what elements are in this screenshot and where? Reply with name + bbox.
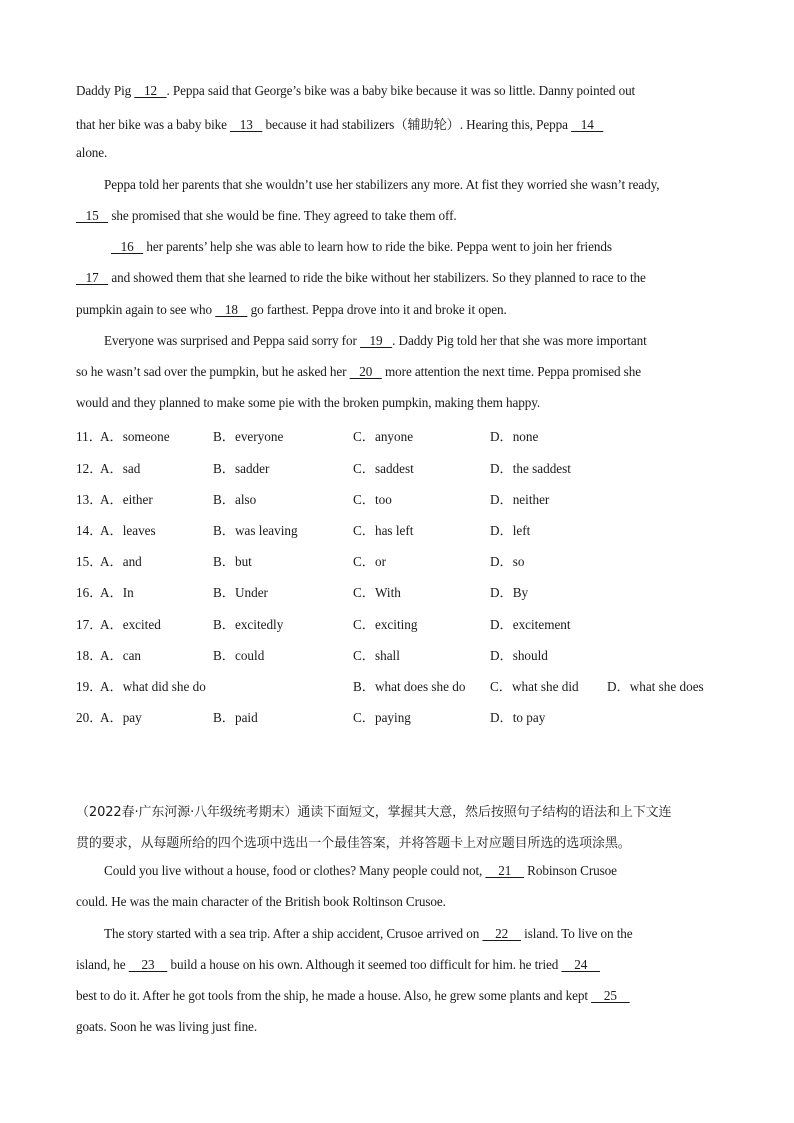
passage-line [76,270,718,286]
passage-line [104,863,718,879]
passage-line [76,957,718,973]
text-span: island. To live on the [520,926,633,941]
passage-line [76,83,718,99]
text-span: D．excitement [490,617,571,632]
passage-line [76,395,718,411]
passage-line [76,364,718,380]
text-span: D．the saddest [490,461,571,476]
answer-blank: 24 [561,957,601,972]
text-span: A．someone [100,429,170,444]
text-span: goats. Soon he was living just fine. [76,1019,258,1034]
text-span: B．could [213,648,265,663]
text-span: 17． [76,617,103,632]
passage-line [76,208,718,224]
text-span: A．and [100,554,142,569]
text-span: Daddy Pig [76,83,135,98]
answer-blank: 14 [571,117,604,132]
text-span: D．should [490,648,548,663]
text-span: C．paying [353,710,411,725]
text-span: C．With [353,585,401,600]
text-span: Peppa told her parents that she wouldn’t use her stabilizers any more. At fist they worried she wasn’t ready, [104,177,660,192]
passage-line [76,1019,718,1035]
answer-blank: 23 [128,957,168,972]
text-span: . Peppa said that George’s bike was a baby bike because it was so little. Danny pointed out [166,83,636,98]
text-span: （2022春·广东河源·八年级统考期末）通读下面短文，掌握其大意，然后按照句子结构的语法和上下文连 [76,805,672,820]
text-span: pumpkin again to see who [76,302,216,317]
text-span: D．By [490,585,529,600]
text-span: A．In [100,585,134,600]
text-span: 13． [76,492,103,507]
passage-line [76,302,718,318]
text-span: B．also [213,492,257,507]
answer-blank: 16 [111,239,144,254]
answer-blank: 19 [359,333,393,348]
text-span: C．or [353,554,386,569]
text-span: she promised that she would be fine. They agreed to take them off. [108,208,457,223]
text-span: D．so [490,554,525,569]
text-span: so he wasn’t sad over the pumpkin, but he asked her [76,364,350,379]
text-span: more attention the next time. Peppa promised she [381,364,641,379]
text-span: Everyone was surprised and Peppa said sorry for [104,333,360,348]
passage-line [76,114,718,133]
answer-blank: 17 [76,270,109,285]
passage-line [104,333,718,349]
text-span: A．sad [100,461,141,476]
text-span: B．everyone [213,429,284,444]
text-span: would and they planned to make some pie with the broken pumpkin, making them happy. [76,395,541,410]
text-span: 20． [76,710,103,725]
text-span: 18． [76,648,103,663]
text-span: A．leaves [100,523,156,538]
answer-blank: 22 [482,926,521,941]
text-span: D．what she does [607,679,704,694]
text-span: A．excited [100,617,161,632]
text-span: island, he [76,957,129,972]
text-span: B．Under [213,585,268,600]
section-instructions [76,801,718,820]
text-span: A．pay [100,710,142,725]
passage-line [76,988,718,1004]
text-span: The story started with a sea trip. After a ship accident, Crusoe arrived on [104,926,483,941]
text-span: because it had stabilizers（辅助轮）. Hearing this, Peppa [262,117,572,132]
text-span: B．what does she do [353,679,466,694]
answer-blank: 15 [76,208,109,223]
text-span: D．neither [490,492,550,507]
text-span: C．exciting [353,617,418,632]
text-span: 14． [76,523,103,538]
text-span: alone. [76,145,108,160]
text-span: C．too [353,492,392,507]
text-span: . Daddy Pig told her that she was more important [392,333,647,348]
text-span: D．to pay [490,710,546,725]
passage-line [104,177,718,193]
text-span: 15． [76,554,103,569]
answer-blank: 12 [134,83,167,98]
answer-blank: 18 [215,302,248,317]
text-span: A．either [100,492,153,507]
text-span: 16． [76,585,103,600]
text-span: A．what did she do [100,679,206,694]
answer-blank: 13 [230,117,263,132]
text-span: her parents’ help she was able to learn how to ride the bike. Peppa went to join her friends [143,239,612,254]
text-span: C．saddest [353,461,414,476]
text-span: B．sadder [213,461,270,476]
section-instructions [76,832,718,851]
text-span: B．excitedly [213,617,284,632]
answer-blank: 21 [485,863,524,878]
text-span: B．but [213,554,252,569]
text-span: B．paid [213,710,258,725]
answer-blank: 25 [591,988,630,1003]
passage-line [76,894,718,910]
text-span: that her bike was a baby bike [76,117,231,132]
text-span: build a house on his own. Although it seemed too difficult for him. he tried [167,957,562,972]
text-span: 贯的要求，从每题所给的四个选项中选出一个最佳答案，并将答题卡上对应题目所选的选项涂黑。 [76,836,631,851]
text-span: D．left [490,523,531,538]
text-span: C．shall [353,648,400,663]
passage-line [104,926,718,942]
text-span: go farthest. Peppa drove into it and broke it open. [247,302,507,317]
text-span: and showed them that she learned to ride the bike without her stabilizers. So they planned to race to the [108,270,646,285]
text-span: A．can [100,648,142,663]
text-span: B．was leaving [213,523,298,538]
text-span: best to do it. After he got tools from the ship, he made a house. Also, he grew some plants and kept [76,988,592,1003]
text-span: Could you live without a house, food or clothes? Many people could not, [104,863,486,878]
text-span: Robinson Crusoe [523,863,617,878]
passage-line [76,145,718,161]
answer-blank: 20 [349,364,382,379]
text-span: D．none [490,429,539,444]
text-span: C．has left [353,523,414,538]
text-span: 11． [76,429,102,444]
text-span: 12． [76,461,103,476]
text-span: C．anyone [353,429,414,444]
text-span: 19． [76,679,103,694]
text-span: could. He was the main character of the British book Roltinson Crusoe. [76,894,446,909]
passage-line [111,239,718,255]
text-span: C．what she did [490,679,579,694]
